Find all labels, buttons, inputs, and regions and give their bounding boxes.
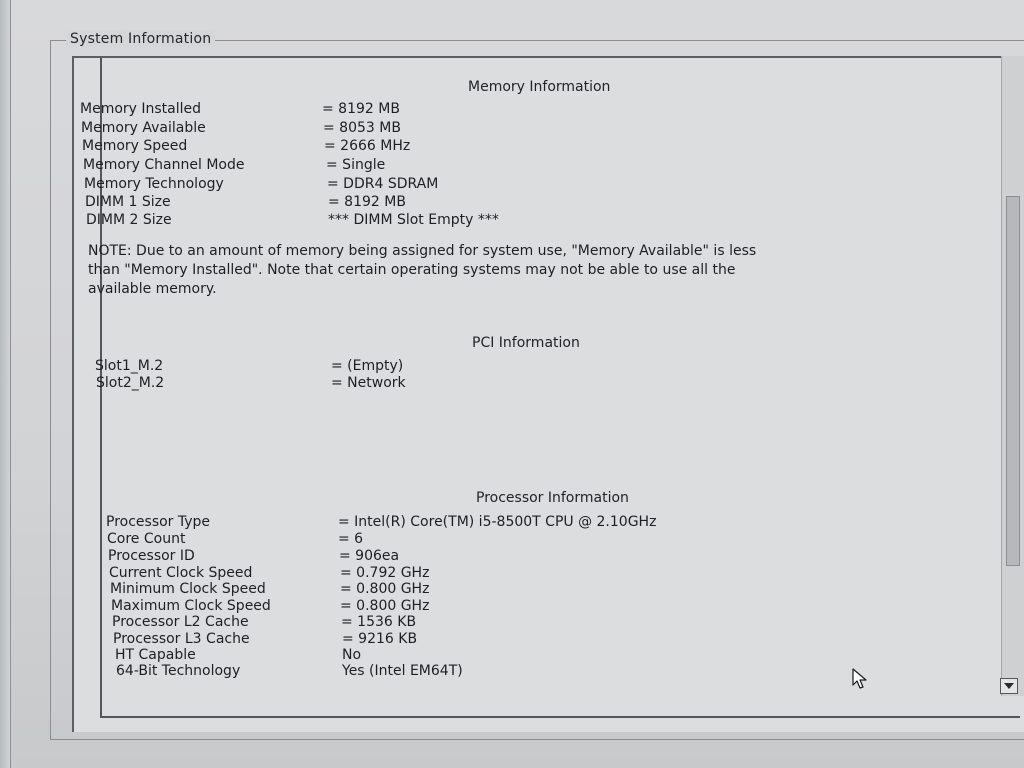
memory-row [85, 193, 406, 212]
memory-note-line: NOTE: Due to an amount of memory being assigned for system use, "Memory Available" is less [88, 243, 757, 259]
left-window-edge [0, 0, 11, 768]
pci-row [96, 374, 406, 393]
processor-row-label: Processor L2 Cache [112, 614, 249, 630]
memory-row-label: DIMM 2 Size [86, 212, 172, 228]
processor-row-label: HT Capable [115, 647, 196, 663]
processor-row [107, 530, 364, 549]
processor-row-value: = 6 [338, 531, 364, 547]
memory-row-label: Memory Available [81, 120, 206, 136]
processor-row-label: Processor L3 Cache [113, 631, 250, 647]
memory-row [84, 175, 439, 194]
memory-row-label: DIMM 1 Size [85, 194, 171, 210]
processor-row-value: = 9216 KB [342, 631, 418, 647]
mouse-pointer-icon [852, 668, 870, 690]
memory-note-line: available memory. [88, 281, 217, 297]
memory-row [82, 137, 411, 156]
scroll-down-button[interactable] [1000, 678, 1018, 694]
processor-row-label: Processor ID [108, 548, 195, 564]
processor-row [106, 513, 657, 532]
processor-section-heading: Processor Information [476, 490, 629, 506]
groupbox-title: System Information [66, 31, 215, 47]
memory-row-value: = 8053 MB [323, 120, 401, 136]
processor-row-value: = 906ea [339, 548, 400, 564]
processor-row-value: Yes (Intel EM64T) [342, 663, 463, 679]
processor-row-value: = Intel(R) Core(TM) i5-8500T CPU @ 2.10GHz [338, 514, 657, 530]
pci-row-label: Slot1_M.2 [95, 358, 164, 374]
processor-row-label: Maximum Clock Speed [111, 598, 271, 614]
memory-note [88, 242, 918, 299]
processor-row-value: = 0.800 GHz [340, 581, 430, 597]
processor-row-label: Processor Type [106, 514, 211, 530]
memory-row-value: = DDR4 SDRAM [327, 176, 439, 192]
memory-row-value: = 8192 MB [322, 101, 400, 117]
memory-row-label: Memory Speed [82, 138, 188, 154]
pci-section-heading: PCI Information [472, 335, 580, 351]
processor-row-label: Minimum Clock Speed [110, 581, 266, 597]
info-content [78, 60, 978, 720]
processor-row-value: No [342, 647, 362, 663]
pci-row-label: Slot2_M.2 [96, 375, 165, 391]
processor-row [108, 547, 400, 566]
pci-row-value: = Network [331, 375, 406, 391]
processor-row-value: = 1536 KB [341, 614, 417, 630]
memory-row-value: *** DIMM Slot Empty *** [328, 212, 499, 228]
processor-row [110, 580, 430, 599]
memory-row-value: = 2666 MHz [324, 138, 411, 154]
memory-row [81, 119, 401, 138]
memory-row-label: Memory Installed [80, 101, 202, 117]
processor-row-label: Core Count [107, 531, 186, 547]
scrollbar-thumb[interactable] [1006, 196, 1020, 566]
memory-row [83, 156, 386, 175]
memory-row [86, 211, 499, 230]
memory-row [80, 100, 400, 119]
processor-row-value: = 0.800 GHz [340, 598, 430, 614]
processor-row [116, 662, 463, 681]
memory-row-label: Memory Technology [84, 176, 224, 192]
memory-section-heading: Memory Information [468, 79, 611, 95]
pci-row [95, 357, 404, 376]
vertical-scrollbar[interactable] [1001, 56, 1024, 696]
processor-row [112, 613, 417, 632]
memory-row-value: = 8192 MB [328, 194, 406, 210]
memory-row-label: Memory Channel Mode [83, 157, 245, 173]
processor-row-label: Current Clock Speed [109, 565, 253, 581]
memory-note-line: than "Memory Installed". Note that certain operating systems may not be able to use all the [88, 262, 736, 278]
pci-row-value: = (Empty) [331, 358, 404, 374]
memory-row-value: = Single [326, 157, 386, 173]
chevron-down-icon [1004, 683, 1014, 689]
processor-row-label: 64-Bit Technology [116, 663, 241, 679]
processor-row-value: = 0.792 GHz [340, 565, 430, 581]
